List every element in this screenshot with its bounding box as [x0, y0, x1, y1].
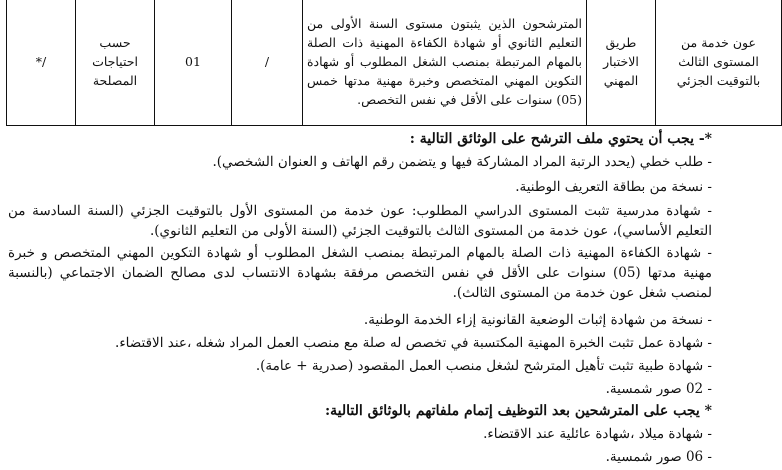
list-item: - نسخة من بطاقة التعريف الوطنية. — [515, 179, 712, 195]
last-cell: /* — [7, 0, 76, 126]
section2-heading: * يجب على المترشحين بعد التوظيف إتمام ملفاتهم بالوثائق التالية: — [324, 403, 712, 419]
positions-count-cell: 01 — [155, 0, 232, 126]
list-item: - شهادة الكفاءة المهنية ذات الصلة بالمهام المرتبطة بمنصب الشغل المطلوب أو شهادة التكوين المهني المتخصص و خبرة مهنية مدتها (05) سنوات على الأقل في نفس التخصص مرفقة بشهادة الانتساب لدى مصالح الضمان الاجتماعي (بالنسبة لمنصب شغل عون خدمة من المستوى الثالث). — [8, 245, 713, 301]
job-title-cell: عون خدمة من المستوى الثالث بالتوقيت الجزئي — [656, 0, 782, 126]
list-item: - 02 صور شمسية. — [605, 381, 712, 397]
list-item: - شهادة عمل تثبت الخبرة المهنية المكتسبة في تخصص له صلة مع منصب العمل المراد شغله ،عند الاقتضاء. — [115, 335, 712, 351]
list-item: - طلب خطي (يحدد الرتبة المراد المشاركة فيها و يتضمن رقم الهاتف و العنوان الشخصي). — [212, 154, 712, 170]
list-item: - نسخة من شهادة إثبات الوضعية القانونية إزاء الخدمة الوطنية. — [363, 312, 712, 328]
table-row — [7, 0, 782, 126]
slash-cell: / — [232, 0, 303, 126]
conditions-cell: المترشحون الذين يثبتون مستوى السنة الأولى من التعليم الثانوي أو شهادة الكفاءة المهنية ذات الصلة بالمهام المرتبطة بمنصب الشغل المطلوب أو شهادة التكوين المهني المتخصص وخبرة مهنية مدتها خمس (05) سنوات على الأقل في نفس التخصص. — [303, 0, 587, 126]
list-item: - شهادة مدرسية تثبت المستوى الدراسي المطلوب: عون خدمة من المستوى الأول بالتوقيت الجزئي (السنة السادسة من التعليم الأساسي)، عون خدمة من المستوى الثالث بالتوقيت الجزئي (السنة الأولى من التعليم الثانوي). — [8, 203, 712, 239]
recruitment-method-cell: طريق الاختبار المهني — [587, 0, 656, 126]
list-item: - 06 صور شمسية. — [605, 449, 712, 465]
requirements-table — [6, 0, 782, 126]
list-item: - شهادة طبية تثبت تأهيل المترشح لشغل منصب العمل المقصود (صدرية + عامة). — [255, 358, 712, 374]
section1-heading: *- يجب أن يحتوي ملف الترشح على الوثائق التالية : — [409, 131, 712, 147]
distribution-cell: حسب احتياجات المصلحة — [76, 0, 155, 126]
list-item: - شهادة ميلاد ،شهادة عائلية عند الاقتضاء. — [483, 426, 712, 442]
